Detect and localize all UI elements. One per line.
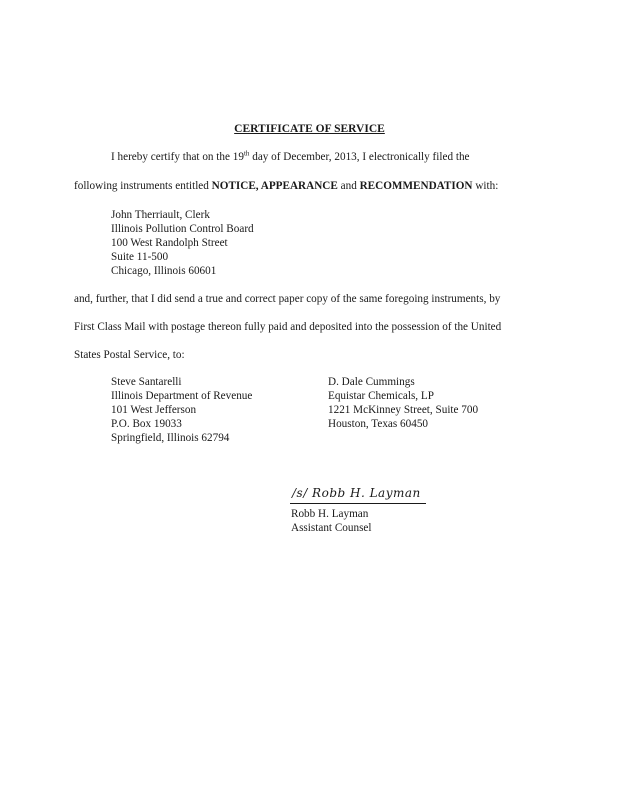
signature-line <box>290 503 426 504</box>
address-line: P.O. Box 19033 <box>111 418 182 430</box>
mail-paragraph-line: First Class Mail with postage thereon fully paid and deposited into the possession of the United <box>74 321 502 333</box>
address-line: Equistar Chemicals, LP <box>328 390 434 402</box>
address-line: John Therriault, Clerk <box>111 209 210 221</box>
clerk-address <box>111 208 254 278</box>
address-line: Springfield, Illinois 62794 <box>111 432 230 444</box>
certify-intro-post: day of December, 2013, I electronically filed the <box>249 151 470 163</box>
address-line: Steve Santarelli <box>111 376 182 388</box>
instruments-mid: and <box>337 180 360 192</box>
signer-block <box>291 507 372 535</box>
address-line: Illinois Pollution Control Board <box>111 223 254 235</box>
mail-paragraph-line: States Postal Service, to: <box>74 349 185 361</box>
instruments-post: with: <box>472 180 499 192</box>
signer-role: Assistant Counsel <box>291 522 372 534</box>
address-line: Suite 11-500 <box>111 251 169 263</box>
certify-intro <box>111 151 470 163</box>
address-line: Chicago, Illinois 60601 <box>111 265 217 277</box>
mail-paragraph-line: and, further, that I did send a true and correct paper copy of the same foregoing instruments, by <box>74 293 501 305</box>
address-line: 101 West Jefferson <box>111 404 197 416</box>
address-line: D. Dale Cummings <box>328 376 415 388</box>
instruments-bold-1: NOTICE, APPEARANCE <box>211 180 338 192</box>
electronic-signature: /s/ Robb H. Layman <box>292 486 421 500</box>
recipient-left-address <box>111 375 252 445</box>
certify-intro-sup: th <box>243 149 250 158</box>
address-line: 1221 McKinney Street, Suite 700 <box>328 404 479 416</box>
instruments-bold-2: RECOMMENDATION <box>359 180 473 192</box>
certify-intro-pre: I hereby certify that on the 19 <box>111 151 244 163</box>
recipient-right-address <box>328 375 478 431</box>
address-line: Houston, Texas 60450 <box>328 418 429 430</box>
address-line: 100 West Randolph Street <box>111 237 228 249</box>
signer-name: Robb H. Layman <box>291 508 369 520</box>
instruments-pre: following instruments entitled <box>74 180 212 192</box>
address-line: Illinois Department of Revenue <box>111 390 253 402</box>
instruments-line <box>74 180 498 192</box>
document-title: CERTIFICATE OF SERVICE <box>234 123 385 135</box>
